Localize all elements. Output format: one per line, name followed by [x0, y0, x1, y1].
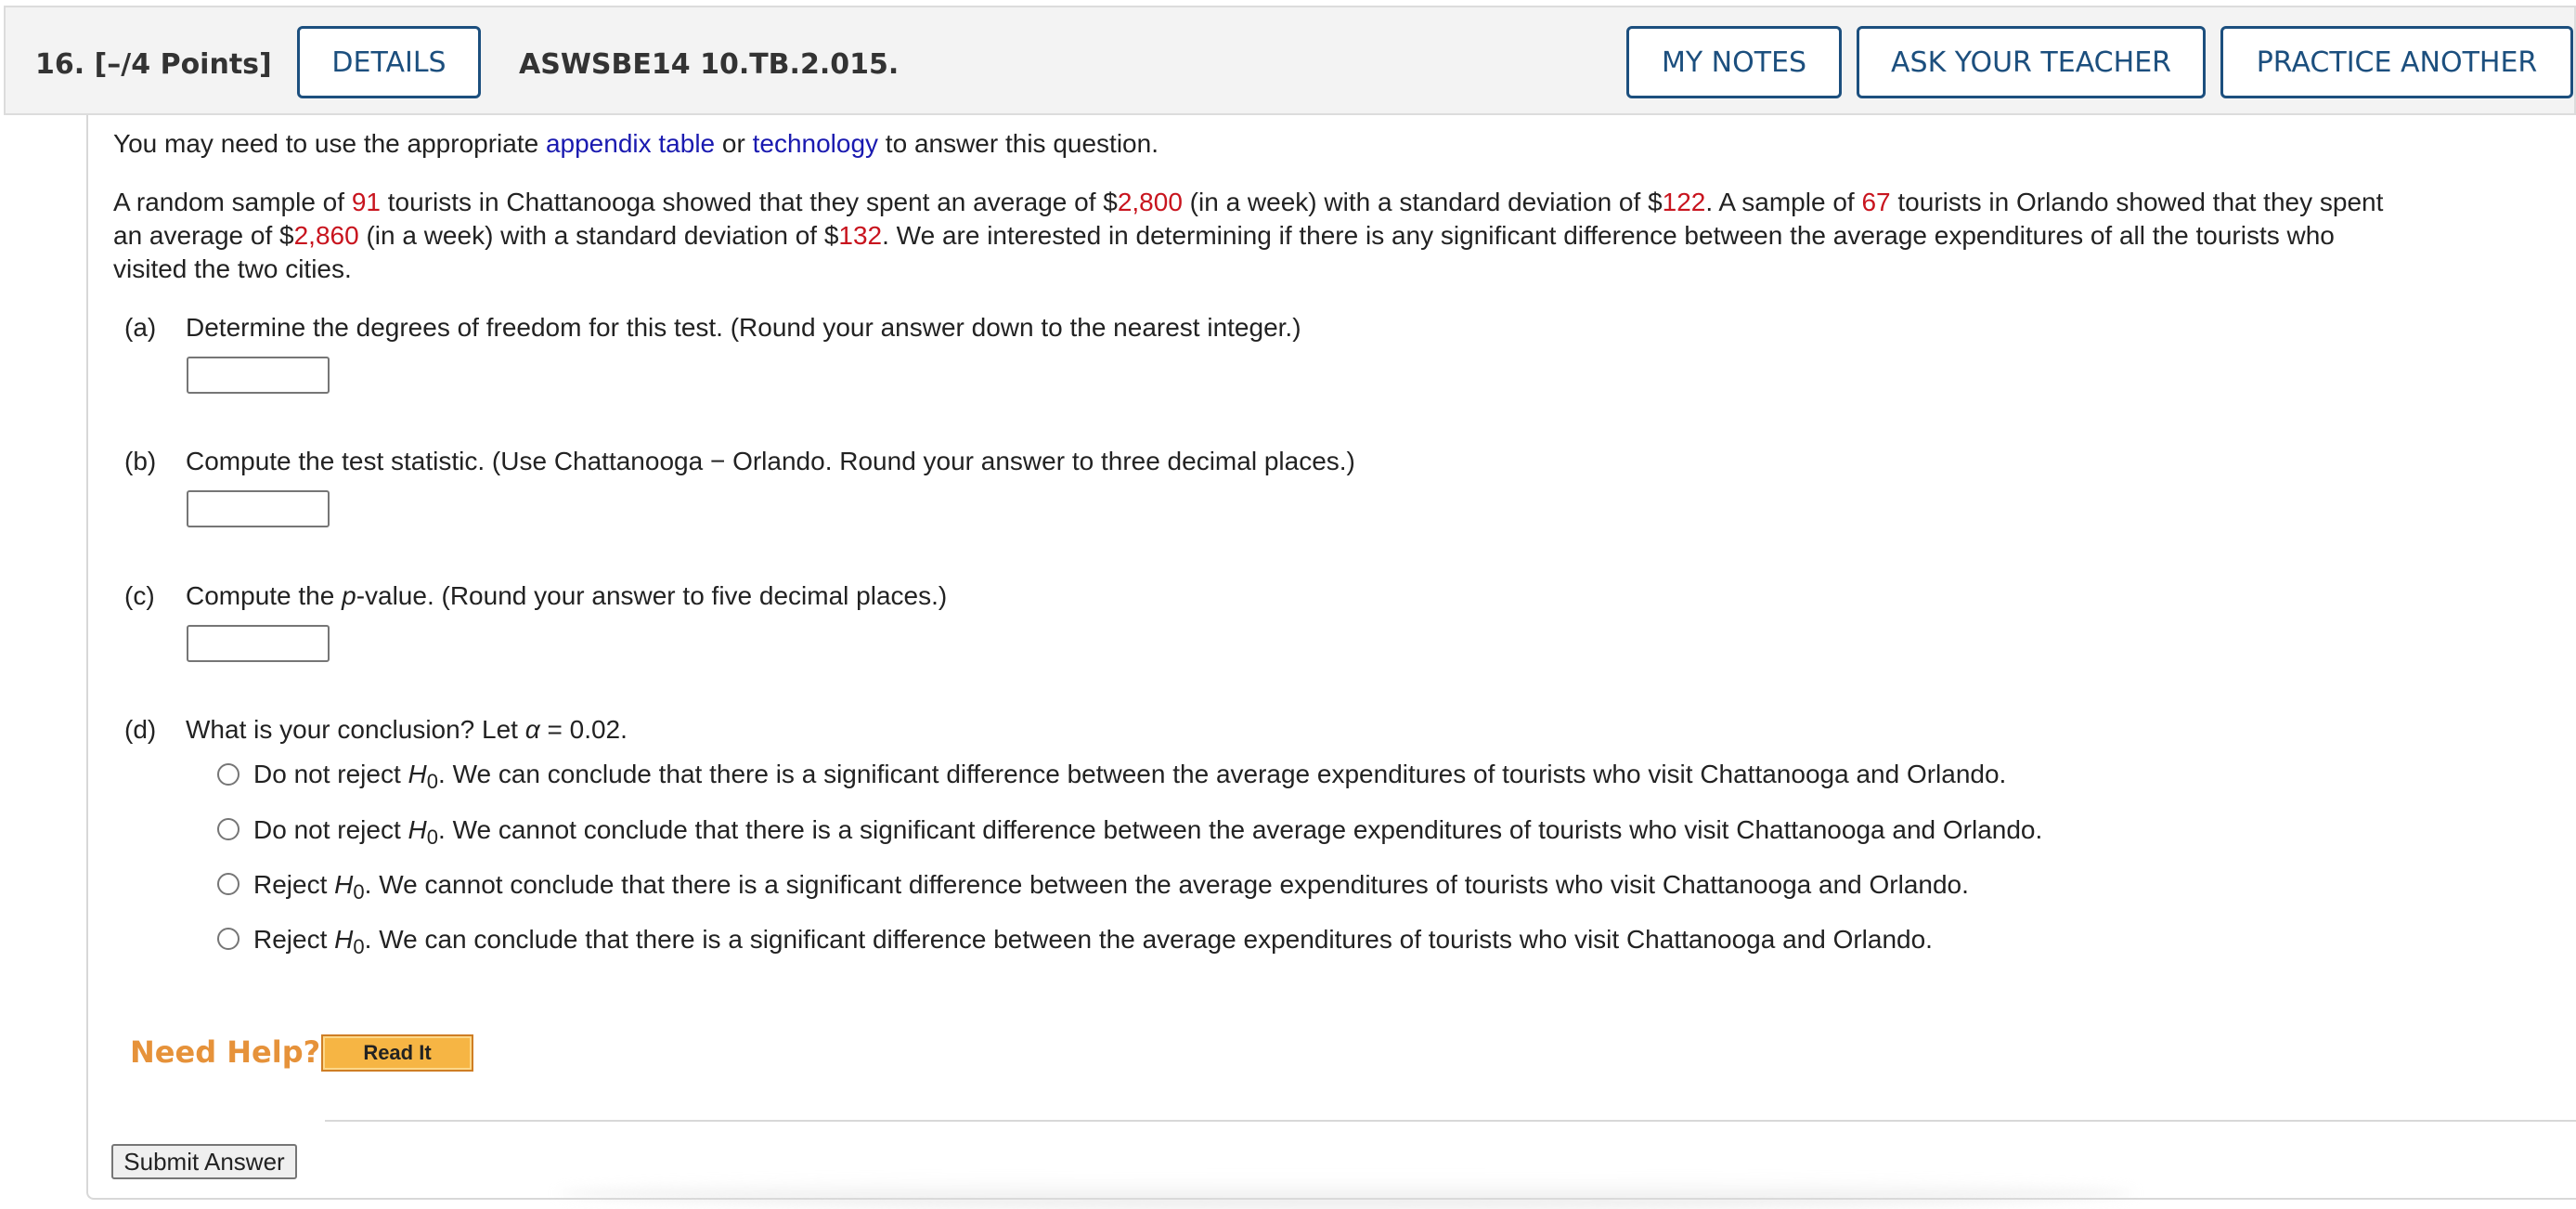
part-b-prompt: Compute the test statistic. (Use Chattanooga − Orlando. Round your answer to three decimal places.) — [186, 447, 1355, 475]
option-3-label[interactable]: Reject $H_0$. We cannot conclude that there is a significant difference between the average expenditures of tourists who visit Chattanooga and Orlando. — [253, 870, 1969, 904]
part-b-answer-input[interactable] — [187, 490, 330, 527]
part-c-label: (c) — [124, 581, 155, 610]
question-code: ASWSBE14 10.TB.2.015. — [519, 48, 900, 81]
part-a-answer-input[interactable] — [187, 357, 330, 394]
intro-text: You may need to use the appropriate appendix table or technology to answer this question. — [113, 129, 1159, 158]
mean-1: 2,800 — [1117, 188, 1183, 216]
option-1-radio[interactable] — [217, 763, 239, 786]
part-b-label: (b) — [124, 447, 157, 475]
read-it-button[interactable]: Read It — [321, 1034, 473, 1072]
part-a-prompt: Determine the degrees of freedom for this test. (Round your answer down to the nearest integer.) — [186, 313, 1301, 342]
option-2-radio[interactable] — [217, 818, 239, 840]
sd-1: 122 — [1662, 188, 1706, 216]
question-header — [4, 6, 2576, 115]
option-3-radio[interactable] — [217, 873, 239, 895]
panel-divider — [325, 1120, 2576, 1122]
appendix-table-link[interactable]: appendix table — [545, 129, 716, 158]
part-c-prompt: Compute the p-value. (Round your answer to five decimal places.) — [186, 581, 948, 610]
part-d-prompt: What is your conclusion? Let α = 0.02. — [186, 715, 628, 744]
ask-teacher-button[interactable]: ASK YOUR TEACHER — [1857, 26, 2206, 98]
part-c-answer-input[interactable] — [187, 625, 330, 662]
practice-another-button[interactable]: PRACTICE ANOTHER — [2220, 26, 2573, 98]
sample-size-2: 67 — [1861, 188, 1891, 216]
need-help-label: Need Help? — [130, 1034, 321, 1070]
option-2-label[interactable]: Do not reject $H_0$. We cannot conclude that there is a significant difference between the average expenditures of tourists who visit Chattanooga and Orlando. — [253, 815, 2043, 849]
submit-answer-button[interactable]: Submit Answer — [111, 1144, 297, 1179]
part-a-label: (a) — [124, 313, 157, 342]
sample-size-1: 91 — [351, 188, 381, 216]
option-1-label[interactable]: Do not reject $H_0$. We can conclude that there is a significant difference between the average expenditures of tourists who visit Chattanooga and Orlando. — [253, 760, 2007, 793]
bottom-shadow — [557, 1177, 2135, 1209]
sd-2: 132 — [838, 221, 883, 250]
details-button[interactable]: DETAILS — [297, 26, 481, 98]
option-4-label[interactable]: Reject $H_0$. We can conclude that there is a significant difference between the average expenditures of tourists who visit Chattanooga and Orlando. — [253, 925, 1933, 958]
part-d-label: (d) — [124, 715, 157, 744]
my-notes-button[interactable]: MY NOTES — [1626, 26, 1842, 98]
option-4-radio[interactable] — [217, 928, 239, 950]
technology-link[interactable]: technology — [752, 129, 879, 158]
question-number: 16. [–/4 Points] — [35, 48, 272, 81]
problem-line-3: visited the two cities. — [113, 254, 352, 283]
problem-line-1: A random sample of 91 tourists in Chattanooga showed that they spent an average of $2,800 (in a week) with a standard deviation of $122. A sample of 67 tourists in Orlando showed that they spent — [113, 188, 2384, 216]
problem-line-2: an average of $2,860 (in a week) with a standard deviation of $132. We are interested in determining if there is any significant difference between the average expenditures of all the tourists who — [113, 221, 2335, 250]
mean-2: 2,860 — [293, 221, 359, 250]
